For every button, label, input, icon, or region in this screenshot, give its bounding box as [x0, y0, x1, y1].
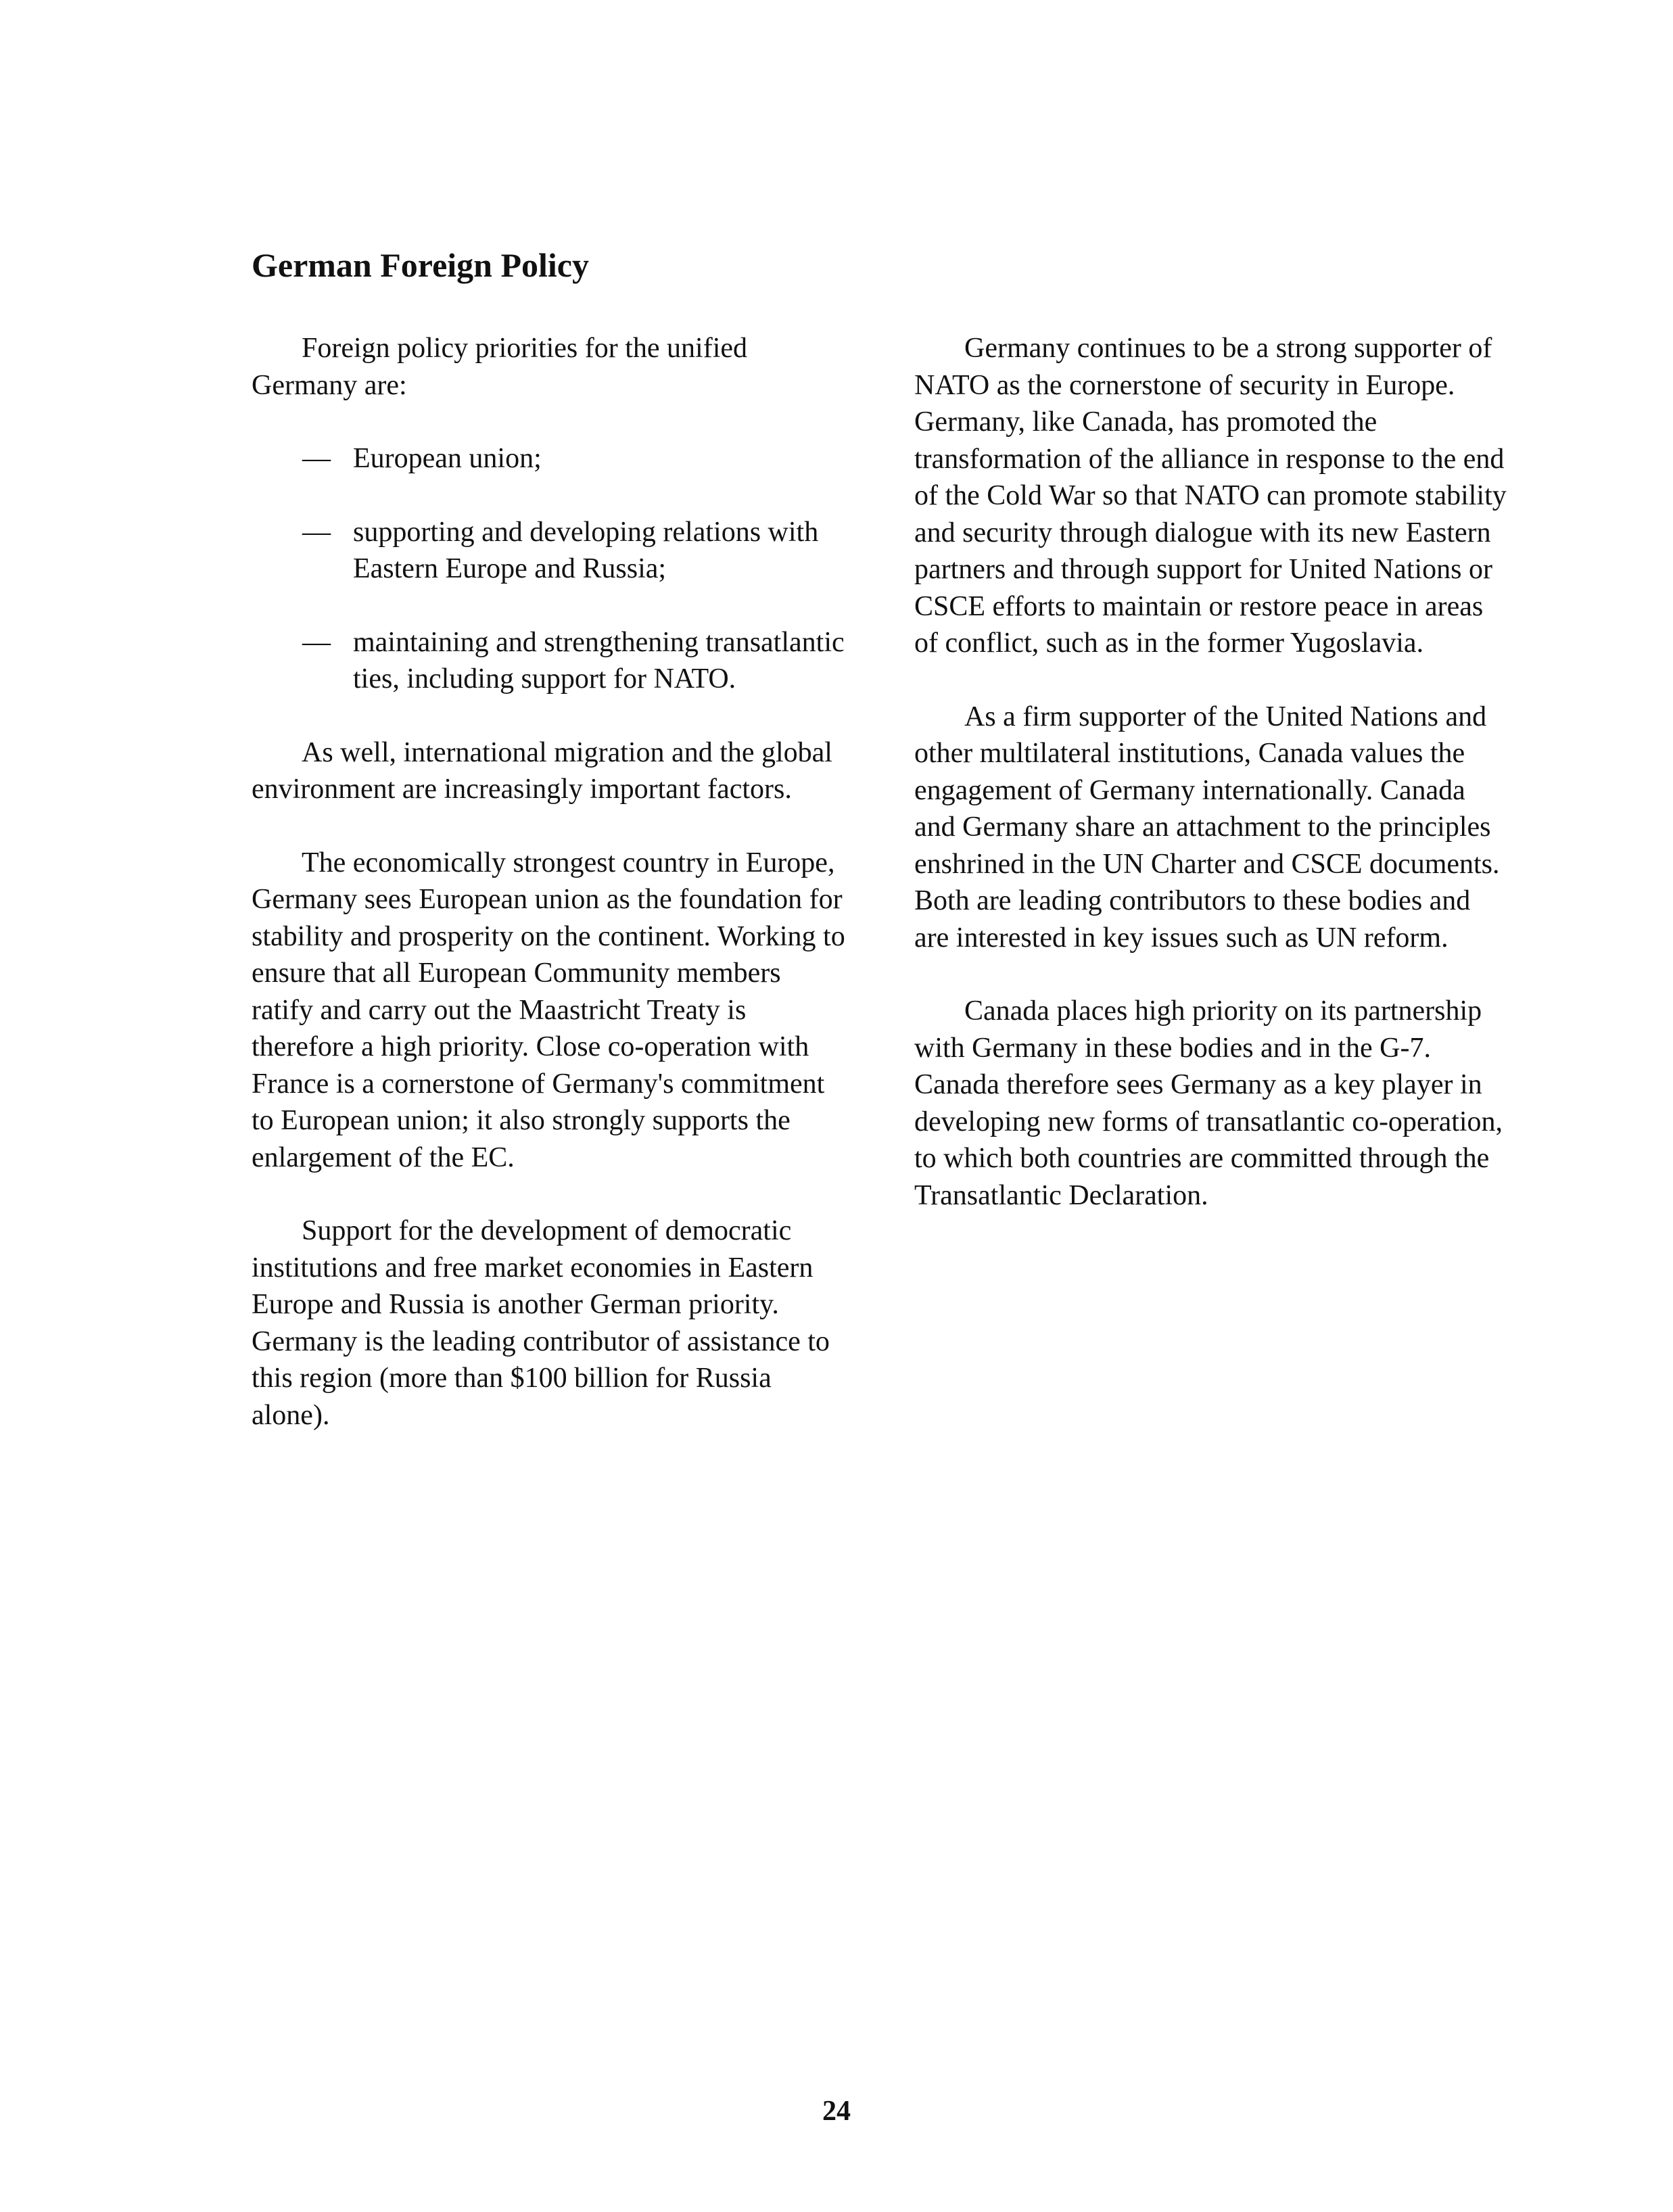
- body-paragraph: Canada places high priority on its partnership with Germany in these bodies and in the G-7. Canada therefore sees Germany as a key player in developing new forms of transatlantic co-operation, to which both countries are committed through the Transatlantic Declaration.: [914, 995, 1503, 1211]
- list-item: [302, 514, 847, 588]
- dash-bullet: —: [302, 516, 331, 548]
- dash-bullet: —: [302, 626, 331, 658]
- body-paragraph: Support for the development of democratic institutions and free market economies in Eastern Europe and Russia is another German priority. Germany is the leading contributor of assistance to this region (more than $100 billion for Russia alone).: [252, 1215, 830, 1431]
- section-heading: German Foreign Policy: [252, 246, 589, 284]
- body-paragraph: As a firm supporter of the United Nations and other multilateral institutions, Canada values the engagement of Germany internationally. Canada and Germany share an attachment to the principles enshrined in the UN Charter and CSCE documents. Both are leading contributors to these bodies and are interested in key issues such as UN reform.: [914, 701, 1500, 954]
- list-item: [302, 624, 847, 698]
- list-item-text: maintaining and strengthening transatlantic ties, including support for NATO.: [353, 626, 845, 695]
- body-paragraph: The economically strongest country in Europe, Germany sees European union as the foundation for stability and prosperity on the continent. Working to ensure that all European Community members ratify and carry out the Maastricht Treaty is therefore a high priority. Close co-operation with France is a cornerstone of Germany's commitment to European union; it also strongly supports the enlargement of the EC.: [252, 847, 845, 1173]
- dash-bullet: —: [302, 443, 331, 474]
- body-paragraph: Germany continues to be a strong supporter of NATO as the cornerstone of security in Europe. Germany, like Canada, has promoted the transformation of the alliance in response to the end of the Cold War so that NATO can promote stability and security through dialogue with its new Eastern partners and through support for United Nations or CSCE efforts to maintain or restore peace in areas of conflict, such as in the former Yugoslavia.: [914, 333, 1507, 659]
- page-number: 24: [822, 2096, 851, 2127]
- priorities-list: [252, 440, 847, 698]
- left-column: [252, 330, 847, 1470]
- list-item-text: European union;: [353, 443, 542, 474]
- list-item-text: supporting and developing relations with Eastern Europe and Russia;: [353, 516, 819, 584]
- body-paragraph: As well, international migration and the global environment are increasingly important factors.: [252, 736, 832, 805]
- list-item: [302, 440, 847, 477]
- intro-paragraph: Foreign policy priorities for the unified Germany are:: [252, 333, 748, 401]
- right-column: [914, 330, 1509, 1250]
